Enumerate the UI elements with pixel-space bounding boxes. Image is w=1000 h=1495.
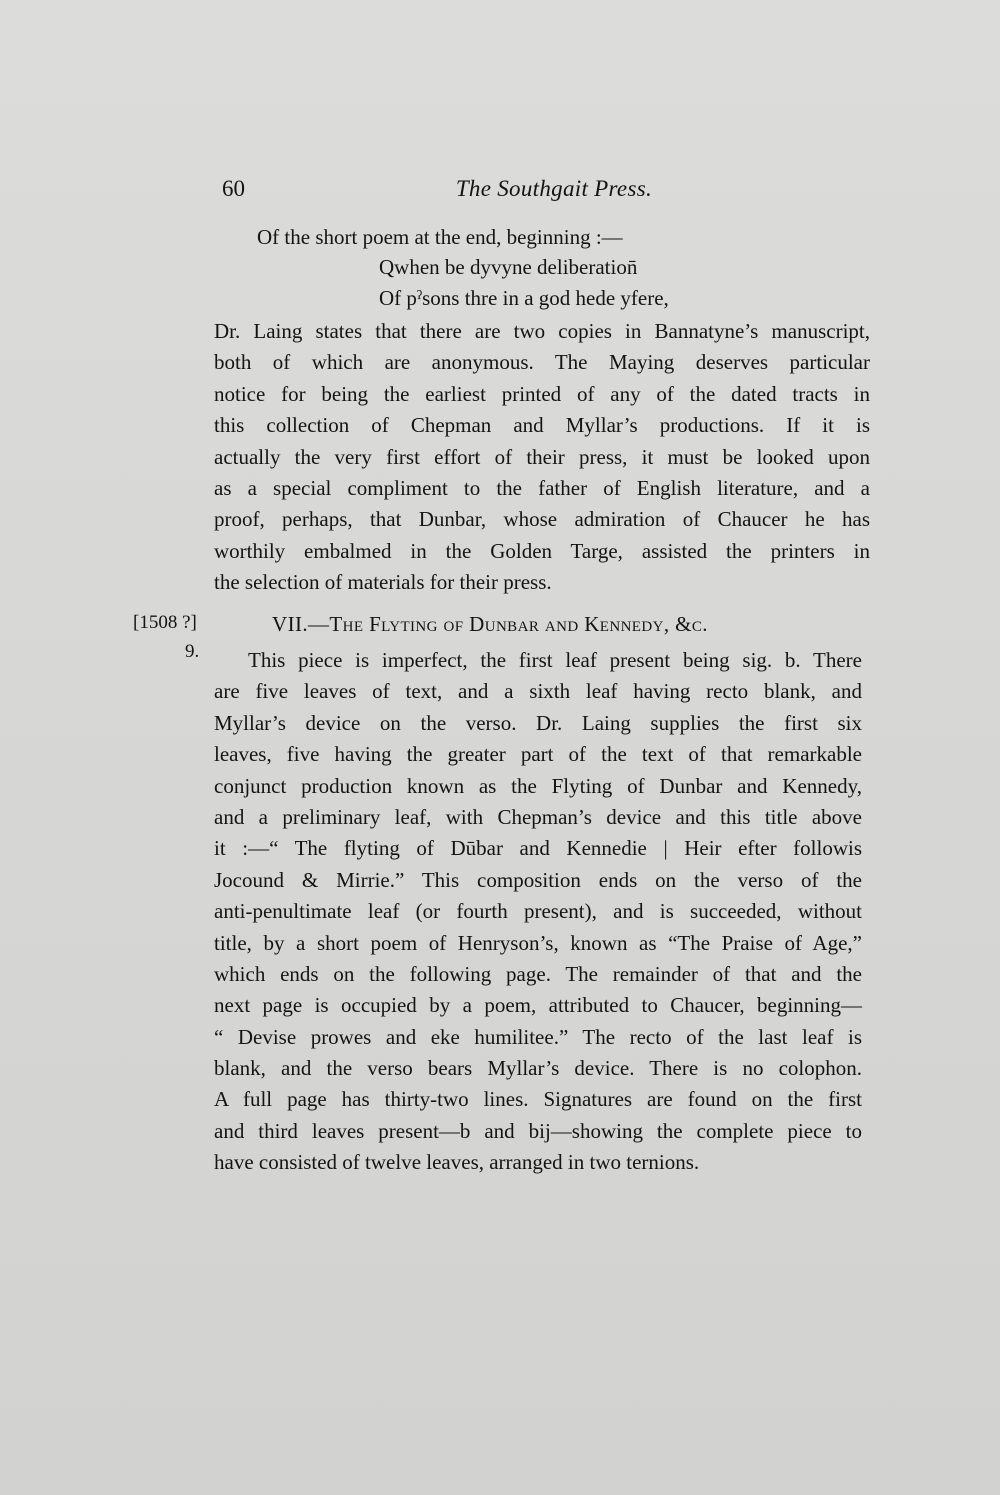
text-line: A full page has thirty-two lines. Signatures are found on the first <box>214 1087 862 1112</box>
margin-item-number: 9. <box>185 641 200 662</box>
margin-date-note: [1508 ?] <box>133 612 197 633</box>
text-line: which ends on the following page. The remainder of that and the <box>214 961 862 986</box>
running-title: The Southgait Press. <box>455 176 652 201</box>
verse-line: Qwhen be dyvyne deliberation̄ <box>379 255 638 279</box>
text-line: conjunct production known as the Flyting of Dunbar and Kennedy, <box>214 773 862 798</box>
text-line: Dr. Laing states that there are two copies in Bannatyne’s manuscript, <box>214 319 870 343</box>
section-heading: VII.—The Flyting of Dunbar and Kennedy, &c. <box>272 612 708 636</box>
text-line: blank, and the verso bears Myllar’s device. There is no colophon. <box>214 1056 862 1081</box>
text-line: the selection of materials for their press. <box>214 570 552 595</box>
paragraph-two <box>214 645 862 1179</box>
text-line: Jocound & Mirrie.” This composition ends on the verso of the <box>214 867 862 892</box>
text-line: next page is occupied by a poem, attributed to Chaucer, beginning— <box>214 993 862 1018</box>
text-line: Myllar’s device on the verso. Dr. Laing supplies the first six <box>214 710 862 735</box>
text-line: are five leaves of text, and a sixth leaf having recto blank, and <box>214 679 862 704</box>
text-line: both of which are anonymous. The Maying deserves particular <box>214 350 870 375</box>
text-line: it :—“ The flyting of Dūbar and Kennedie | Heir efter followis <box>214 836 862 861</box>
text-line: as a special compliment to the father of English literature, and a <box>214 475 870 500</box>
text-line: and third leaves present—b and bij—showing the complete piece to <box>214 1118 862 1143</box>
paragraph-one <box>214 316 870 599</box>
page-header <box>222 176 652 210</box>
text-line: and a preliminary leaf, with Chepman’s device and this title above <box>214 804 862 829</box>
text-line: proof, perhaps, that Dunbar, whose admiration of Chaucer he has <box>214 507 870 532</box>
text-line: notice for being the earliest printed of any of the dated tracts in <box>214 381 870 406</box>
intro-lead-line: Of the short poem at the end, beginning :— <box>257 225 623 249</box>
text-line: this collection of Chepman and Myllar’s productions. If it is <box>214 413 870 438</box>
text-line: anti-penultimate leaf (or fourth present), and is succeeded, without <box>214 899 862 924</box>
text-line: have consisted of twelve leaves, arranged in two ternions. <box>214 1150 700 1175</box>
text-line: title, by a short poem of Henryson’s, known as “The Praise of Age,” <box>214 930 862 955</box>
text-line: actually the very first effort of their press, it must be looked upon <box>214 444 870 469</box>
text-line: This piece is imperfect, the first leaf present being sig. b. There <box>248 648 862 672</box>
text-line: worthily embalmed in the Golden Targe, assisted the printers in <box>214 538 870 563</box>
text-line: “ Devise prowes and eke humilitee.” The recto of the last leaf is <box>214 1024 862 1049</box>
page-number: 60 <box>222 176 245 201</box>
text-line: leaves, five having the greater part of the text of that remarkable <box>214 742 862 767</box>
verse-line: Of pˀsons thre in a god hede yfere, <box>379 286 669 310</box>
